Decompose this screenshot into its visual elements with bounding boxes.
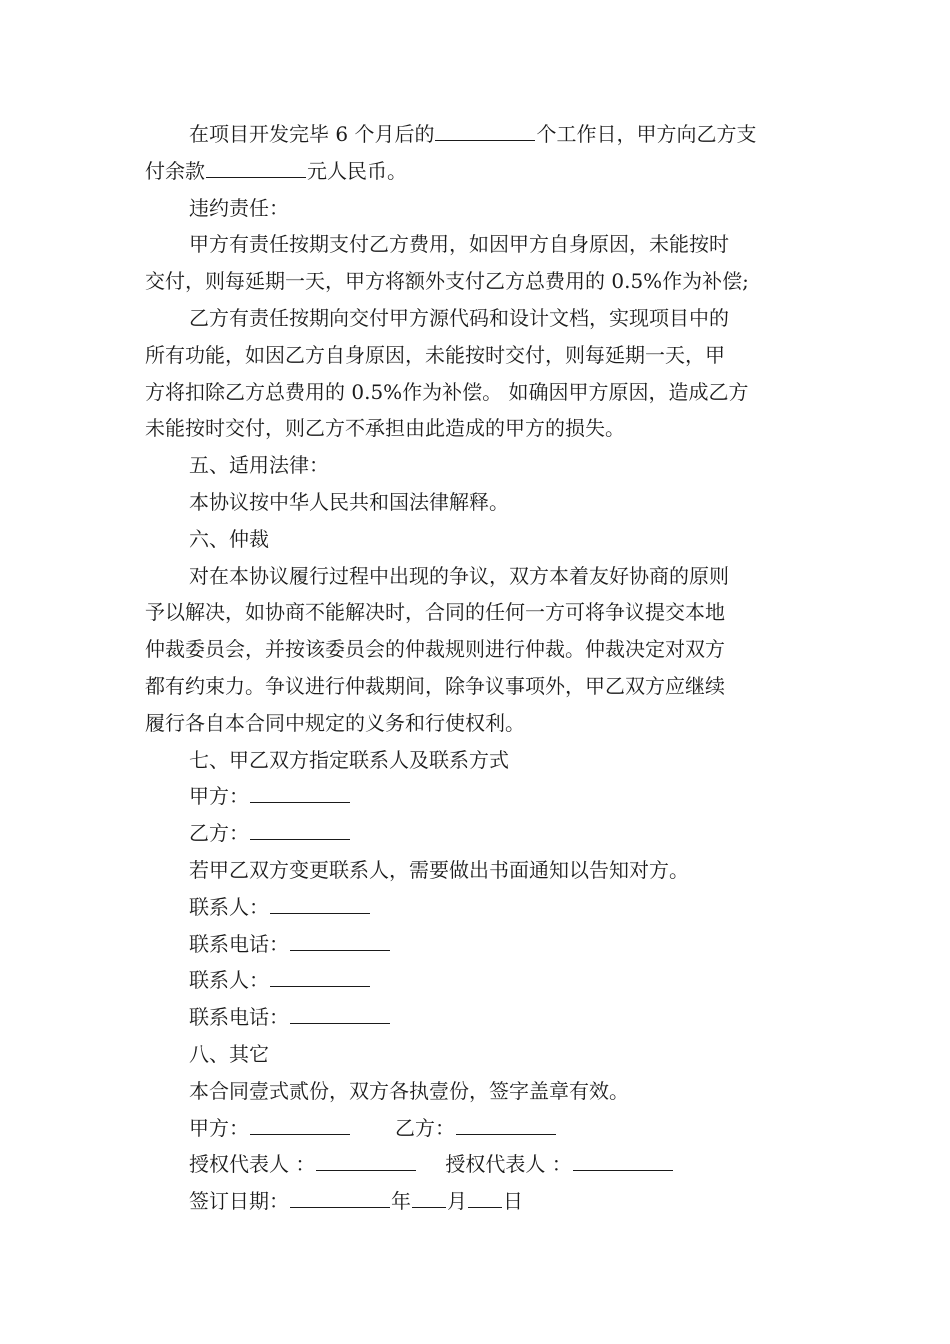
date-year-field[interactable]: [290, 1185, 390, 1208]
other-title: 八、其它: [189, 1041, 269, 1066]
contact-party-b: 乙方：: [145, 815, 808, 852]
contact-change-note: 若甲乙双方变更联系人，需要做出书面通知以告知对方。: [189, 857, 689, 882]
contact-phone-field[interactable]: [290, 1001, 390, 1024]
sign-party-a-field[interactable]: [250, 1112, 350, 1135]
arbitration-line5: 履行各自本合同中规定的义务和行使权利。: [145, 710, 525, 735]
arbitration-line3: 仲裁委员会，并按该委员会的仲裁规则进行仲裁。仲裁决定对双方: [145, 637, 725, 662]
arbitration-line4: 都有约束力。争议进行仲裁期间，除争议事项外，甲乙双方应继续: [145, 673, 725, 698]
date-month-field[interactable]: [412, 1185, 446, 1208]
breach-a-line2: 交付，则每延期一天，甲方将额外支付乙方总费用的 0.5%作为补偿;: [145, 269, 749, 294]
arbitration-line2: 予以解决，如协商不能解决时，合同的任何一方可将争议提交本地: [145, 600, 725, 625]
arbitration-line1: 对在本协议履行过程中出现的争议，双方本着友好协商的原则: [189, 563, 729, 588]
party-b-field[interactable]: [250, 817, 350, 840]
date-day-field[interactable]: [468, 1185, 502, 1208]
payment-clause-line2: 付余款 元人民币。: [145, 153, 808, 190]
contact-party-a: 甲方：: [145, 778, 808, 815]
contact-person-1: 联系人：: [145, 889, 808, 926]
sign-party-b-field[interactable]: [456, 1112, 556, 1135]
contact-phone-2: 联系电话：: [145, 999, 808, 1036]
breach-b-line2: 所有功能，如因乙方自身原因，未能按时交付，则每延期一天，甲: [145, 342, 725, 367]
contract-page: [145, 116, 808, 1220]
contact-person-2: 联系人：: [145, 962, 808, 999]
rep-b-field[interactable]: [573, 1148, 673, 1171]
breach-title: 违约责任：: [189, 195, 289, 220]
contact-title: 七、甲乙双方指定联系人及联系方式: [189, 747, 509, 772]
contact-phone-1: 联系电话：: [145, 926, 808, 963]
arbitration-title: 六、仲裁: [189, 526, 269, 551]
law-title: 五、适用法律：: [189, 453, 329, 478]
payment-clause-line1: 在项目开发完毕 6 个月后的 个工作日，甲方向乙方支: [145, 116, 808, 153]
signing-date: 签订日期： 年 月 日: [145, 1183, 808, 1220]
contact-person-field[interactable]: [270, 891, 370, 914]
contact-person-field[interactable]: [270, 964, 370, 987]
party-a-field[interactable]: [250, 780, 350, 803]
breach-b-line1: 乙方有责任按期向交付甲方源代码和设计文档，实现项目中的: [189, 305, 729, 330]
rep-a-field[interactable]: [316, 1148, 416, 1171]
blank-field[interactable]: [435, 118, 535, 141]
other-body: 本合同壹式贰份，双方各执壹份，签字盖章有效。: [189, 1078, 629, 1103]
contact-phone-field[interactable]: [290, 928, 390, 951]
signature-representatives: 授权代表人 ： 授权代表人 ：: [145, 1146, 808, 1183]
breach-b-line3: 方将扣除乙方总费用的 0.5%作为补偿。 如确因甲方原因，造成乙方: [145, 379, 749, 404]
law-body: 本协议按中华人民共和国法律解释。: [189, 489, 509, 514]
breach-a-line1: 甲方有责任按期支付乙方费用，如因甲方自身原因，未能按时: [189, 232, 729, 257]
breach-b-line4: 未能按时交付，则乙方不承担由此造成的甲方的损失。: [145, 416, 625, 441]
blank-field[interactable]: [206, 155, 306, 178]
signature-parties: 甲方： 乙方：: [145, 1110, 808, 1147]
